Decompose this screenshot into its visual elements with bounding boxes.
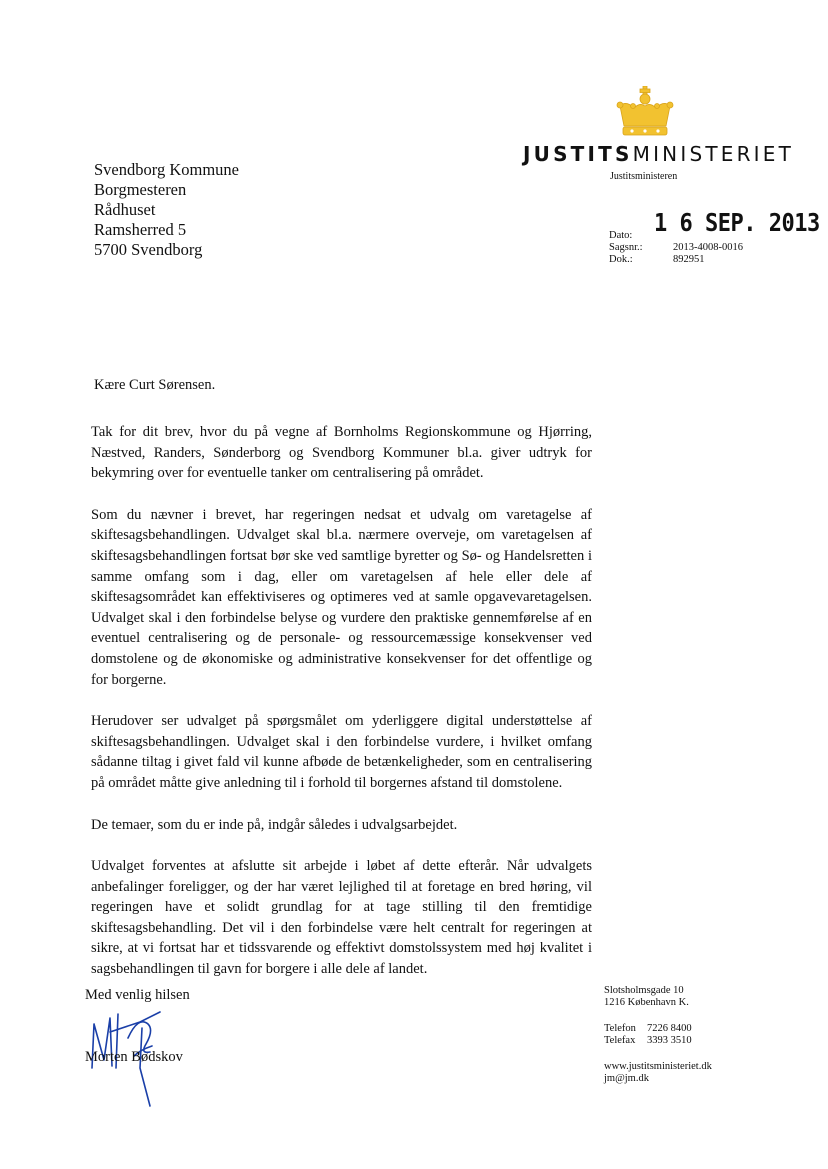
ministry-subtitle: Justitsministeren: [610, 171, 678, 182]
letter-greeting: Kære Curt Sørensen.: [94, 377, 216, 393]
recipient-address: [94, 160, 239, 260]
fax-value: 3393 3510: [647, 1035, 692, 1046]
recipient-line: Rådhuset: [94, 200, 156, 219]
document-number-label: Dok.:: [609, 254, 633, 265]
website-link[interactable]: www.justitsministeriet.dk: [604, 1061, 712, 1072]
letter-paragraph: Herudover ser udvalget på spørgsmålet om yderliggere digital understøttelse af skiftesagsbehandlingen. Udvalget skal i den forbindelse vurdere, i hvilket omfang sådanne tiltag i givet fald vil kunne afbøde de betænkeligheder, som en centralisering på området måtte give anledning til i forhold til borgernes afstand til domstolene.: [91, 713, 592, 791]
document-number-value: 892951: [673, 254, 705, 265]
recipient-line: Svendborg Kommune: [94, 160, 239, 179]
wordmark-bold: JUSTITS: [523, 142, 633, 166]
letter-body: [91, 422, 592, 1001]
case-number-value: 2013-4008-0016: [673, 242, 743, 253]
wordmark-light: MINISTERIET: [632, 142, 795, 166]
case-number-label: Sagsnr.:: [609, 242, 643, 253]
letter-closing: Med venlig hilsen: [85, 987, 190, 1003]
date-label: Dato:: [609, 230, 633, 241]
recipient-line: Borgmesteren: [94, 180, 187, 199]
fax-label: Telefax: [604, 1035, 636, 1046]
address-city: 1216 København K.: [604, 997, 689, 1008]
recipient-line: 5700 Svendborg: [94, 240, 203, 259]
email-link[interactable]: jm@jm.dk: [604, 1073, 649, 1084]
ministry-wordmark: [523, 142, 794, 166]
recipient-line: Ramsherred 5: [94, 220, 187, 239]
ministry-address-block: [604, 985, 712, 1085]
phone-label: Telefon: [604, 1023, 636, 1034]
letter-paragraph: Som du nævner i brevet, har regeringen nedsat et udvalg om varetagelse af skiftesagsbehandlingen. Udvalget skal bl.a. nærmere overveje, om varetagelsen af skiftesagsbehandlingen fortsat bør ske ved samtlige byretter og Sø- og Handelsretten i samme omfang som i dag, eller om varetagelsen af hele eller dele af skiftesagsområdet kan effektiviseres og optimeres ved at samle opgavevaretagelsen. Udvalget skal i den forbindelse belyse og vurdere den praktiske gennemførelse af en eventuel centralisering og de personale- og ressourcemæssige konsekvenser ved domstolene og de økonomiske og administrative konsekvenser for det offentlige og for borgerne.: [91, 506, 592, 688]
letter-paragraph: Udvalget forventes at afslutte sit arbejde i løbet af dette efterår. Når udvalgets anbefalinger foreligger, og der har været lejlighed til at foretage en bred høring, vil regeringen have et solidt grundlag for at tage stilling til den fremtidige skiftesagsbehandling. Det vil i den forbindelse være helt centralt for regeringen at sikre, at vi fortsat har et tidssvarende og effektivt domstolssystem med høj kvalitet i sagsbehandlingen til gavn for borgere i alle dele af landet.: [91, 858, 592, 978]
crown-logo-icon: [616, 86, 674, 138]
letter-paragraph: Tak for dit brev, hvor du på vegne af Bornholms Regionskommune og Hjørring, Næstved, Randers, Sønderborg og Svendborg Kommuner bl.a. giver udtryk for bekymring over for eventuelle tanker om centralisering på området.: [91, 424, 592, 482]
letter-paragraph: De temaer, som du er inde på, indgår således i udvalgsarbejdet.: [91, 816, 458, 833]
signer-name: Morten Bødskov: [85, 1049, 183, 1065]
address-street: Slotsholmsgade 10: [604, 985, 684, 996]
document-meta: [609, 230, 743, 266]
phone-value: 7226 8400: [647, 1023, 692, 1034]
date-stamp: 1 6 SEP. 2013: [654, 209, 820, 238]
